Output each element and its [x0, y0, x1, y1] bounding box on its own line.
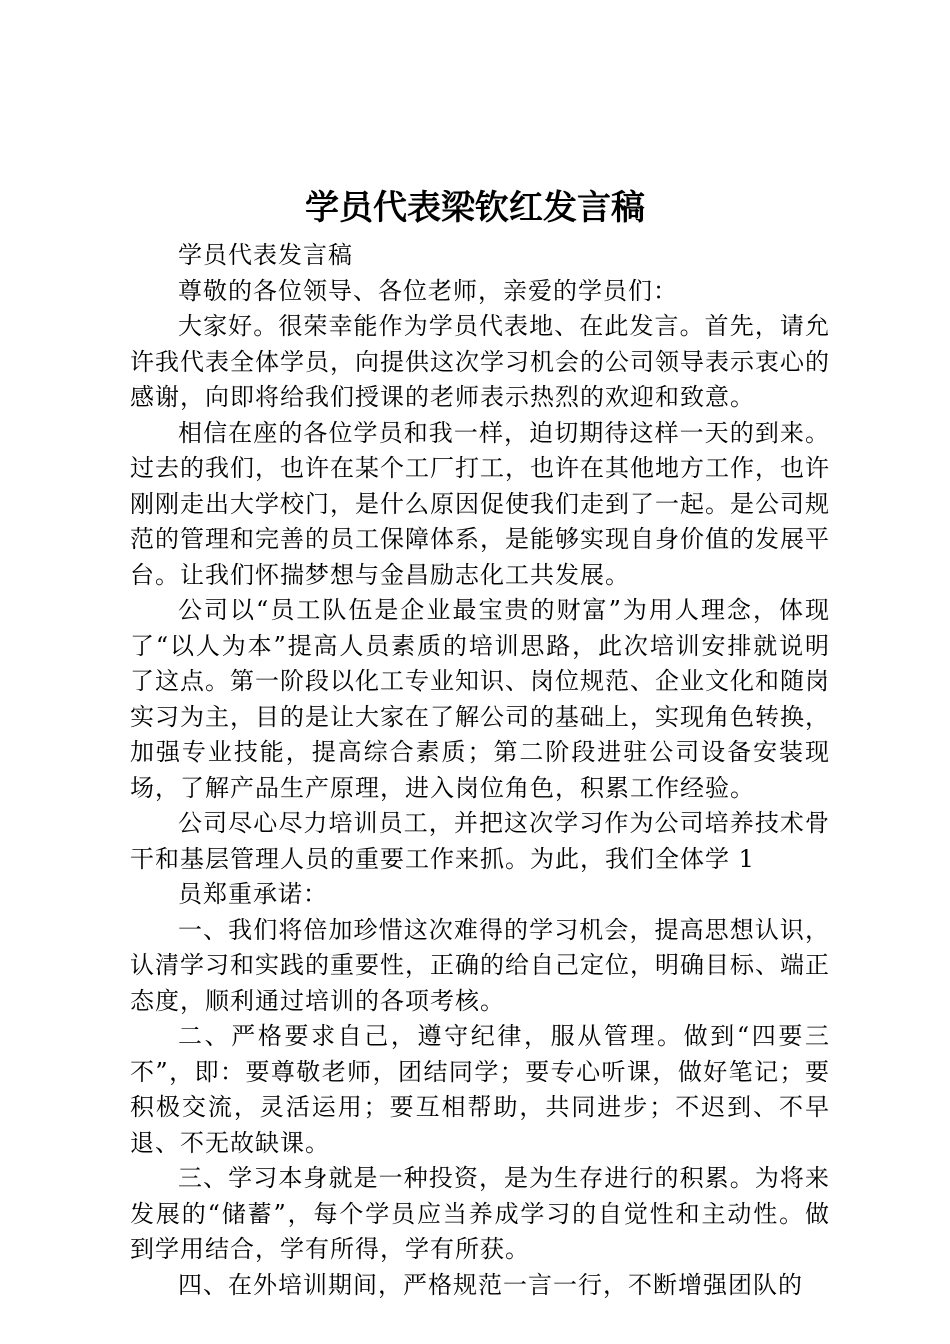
paragraph-company-philosophy: 公司以“员工队伍是企业最宝贵的财富”为用人理念，体现了“以人为本”提高人员素质的培训思路，此次培训安排就说明了这点。第一阶段以化工专业知识、岗位规范、企业文化和随岗实习为主，目的是让大家在了解公司的基础上，实现角色转换，加强专业技能，提高综合素质；第二阶段进驻公司设备安装现场，了解产品生产原理，进入岗位角色，积累工作经验。	[130, 596, 830, 802]
paragraph-subtitle: 学员代表发言稿	[178, 241, 353, 269]
document-title: 学员代表梁钦红发言稿	[305, 188, 645, 228]
paragraph-pledge-two: 二、严格要求自己，遵守纪律，服从管理。做到“四要三不”，即：要尊敬老师，团结同学；要专心听课，做好笔记；要积极交流，灵活运用；要互相帮助，共同进步；不迟到、不早退、不无故缺课。	[130, 1022, 830, 1157]
paragraph-pledge-three: 三、学习本身就是一种投资，是为生存进行的积累。为将来发展的“储蓄”，每个学员应当养成学习的自觉性和主动性。做到学用结合，学有所得，学有所获。	[130, 1164, 830, 1263]
paragraph-training-commitment: 公司尽心尽力培训员工，并把这次学习作为公司培养技术骨干和基层管理人员的重要工作来抓。为此，我们全体学 1	[130, 809, 830, 873]
paragraph-salutation: 尊敬的各位领导、各位老师，亲爱的学员们：	[178, 276, 678, 305]
paragraph-pledge-one: 一、我们将倍加珍惜这次难得的学习机会，提高思想认识，认清学习和实践的重要性，正确的给自己定位，明确目标、端正态度，顺利通过培训的各项考核。	[130, 915, 830, 1015]
paragraph-expectation: 相信在座的各位学员和我一样，迫切期待这样一天的到来。过去的我们，也许在某个工厂打工，也许在其他地方工作，也许刚刚走出大学校门，是什么原因促使我们走到了一起。是公司规范的管理和完善的员工保障体系，是能够实现自身价值的发展平台。让我们怀揣梦想与金昌励志化工共发展。	[130, 418, 830, 589]
paragraph-greeting: 大家好。很荣幸能作为学员代表地、在此发言。首先，请允许我代表全体学员，向提供这次学习机会的公司领导表示衷心的感谢，向即将给我们授课的老师表示热烈的欢迎和致意。	[130, 312, 830, 411]
document-body	[130, 238, 830, 1303]
paragraph-pledge-four: 四、在外培训期间，严格规范一言一行，不断增强团队的	[178, 1270, 803, 1299]
paragraph-pledge-intro: 员郑重承诺：	[178, 880, 328, 908]
